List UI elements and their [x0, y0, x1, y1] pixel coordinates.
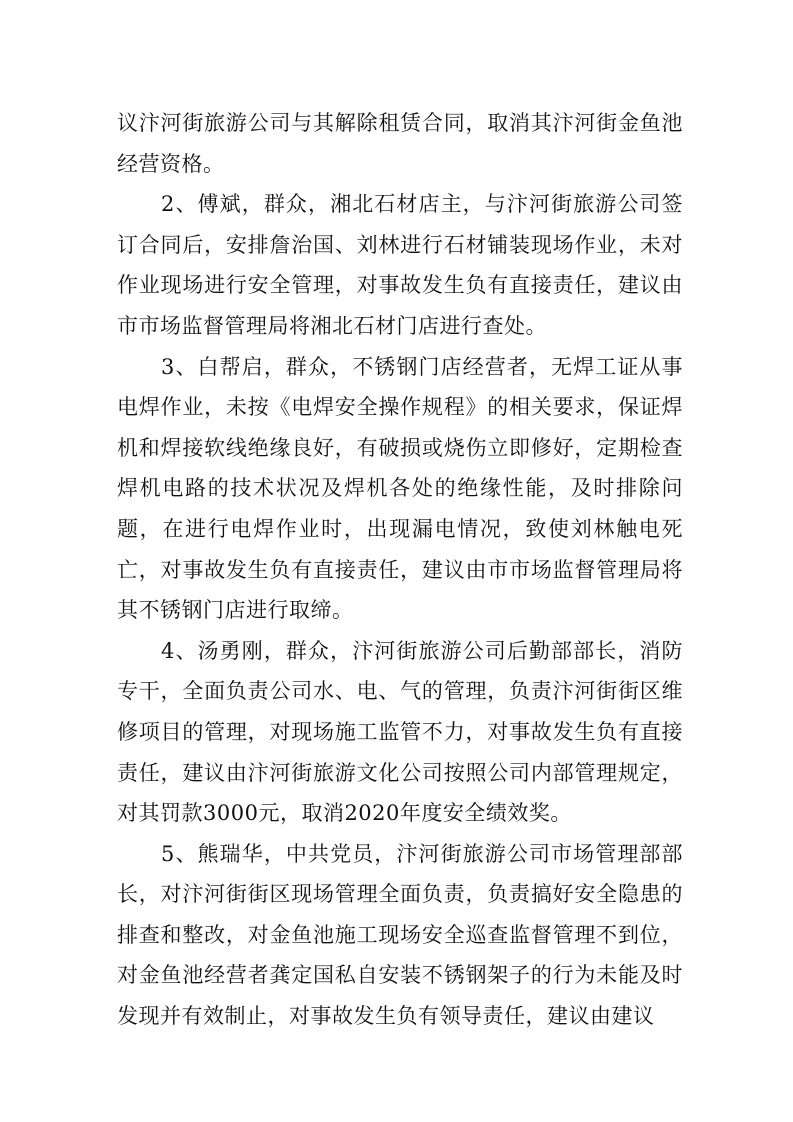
paragraph-item-2: 2、傅斌，群众，湘北石材店主，与汴河街旅游公司签订合同后，安排詹治国、刘林进行石材铺装现场作业，未对作业现场进行安全管理，对事故发生负有直接责任，建议由市市场监督管理局将湘北石材门店进行查处。: [117, 192, 683, 338]
paragraph-item-5: 5、熊瑞华，中共党员，汴河街旅游公司市场管理部部长，对汴河街街区现场管理全面负责，负责搞好安全隐患的排查和整改，对金鱼池施工现场安全巡查监督管理不到位，对金鱼池经营者龚定国私自安装不锈钢架子的行为未能及时发现并有效制止，对事故发生负有领导责任，建议由建议: [117, 841, 683, 1029]
paragraph-item-3: 3、白帮启，群众，不锈钢门店经营者，无焊工证从事电焊作业，未按《电焊安全操作规程》的相关要求，保证焊机和焊接软线绝缘良好，有破损或烧伤立即修好，定期检查焊机电路的技术状况及焊机各处的绝缘性能，及时排除问题，在进行电焊作业时，出现漏电情况，致使刘林触电死亡，对事故发生负有直接责任，建议由市市场监督管理局将其不锈钢门店进行取缔。: [117, 354, 683, 623]
document-body: [117, 103, 683, 1037]
paragraph-continuation: 议汴河街旅游公司与其解除租赁合同，取消其汴河街金鱼池经营资格。: [117, 111, 683, 176]
paragraph-item-4: 4、汤勇刚，群众，汴河街旅游公司后勤部部长，消防专干，全面负责公司水、电、气的管理，负责汴河街街区维修项目的管理，对现场施工监管不力，对事故发生负有直接责任，建议由汴河街旅游文化公司按照公司内部管理规定，对其罚款3000元，取消2020年度安全绩效奖。: [117, 638, 683, 826]
